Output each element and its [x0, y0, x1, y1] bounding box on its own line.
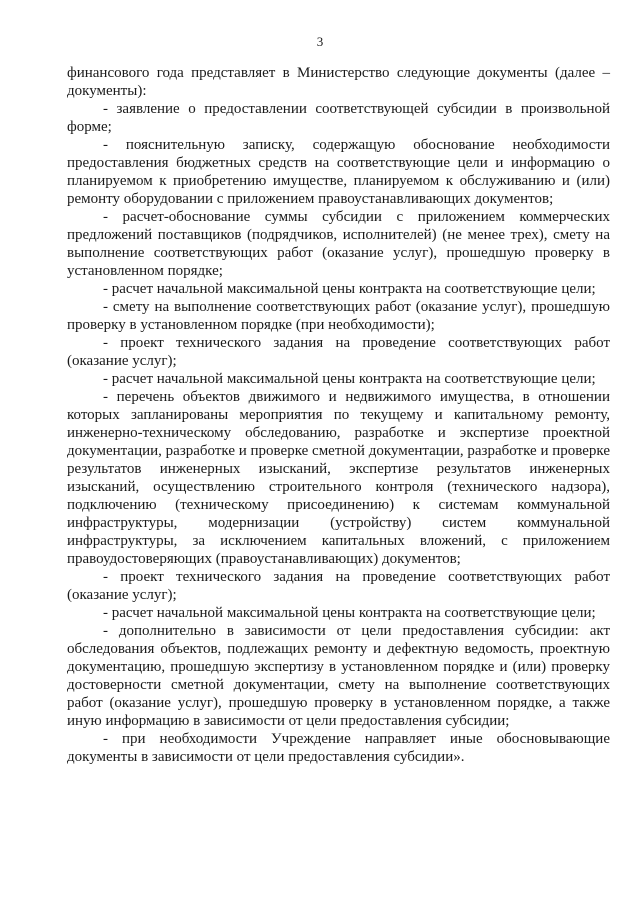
list-item-explanatory-note: - пояснительную записку, содержащую обоснование необходимости предоставления бюджетных средств на соответствующие цели и информацию о планируемом к приобретению имуществе, планируемом к обслуживанию и (или) ремонту оборудовании с приложением правоустанавливающих документов;: [67, 137, 610, 207]
list-item-application: - заявление о предоставлении соответствующей субсидии в произвольной форме;: [67, 101, 610, 135]
list-item-estimate: - смету на выполнение соответствующих работ (оказание услуг), прошедшую проверку в установленном порядке (при необходимости);: [67, 299, 610, 333]
document-body: [67, 64, 610, 766]
list-item-other-documents: - при необходимости Учреждение направляет иные обосновывающие документы в зависимости от цели предоставления субсидии».: [67, 731, 610, 765]
paragraph-intro: финансового года представляет в Министерство следующие документы (далее – документы):: [67, 65, 610, 99]
page-number: 3: [316, 34, 324, 49]
list-item-additional-documents: - дополнительно в зависимости от цели предоставления субсидии: акт обследования объектов, подлежащих ремонту и дефектную ведомость, проектную документацию, прошедшую экспертизу в установленном порядке и (или) проверку достоверности сметной документации, смету на выполнение соответствующих работ (оказание услуг), прошедшую проверку в установленном порядке, а также иную информацию в зависимости от цели предоставления субсидии;: [67, 623, 610, 729]
list-item-calculation-justification: - расчет-обоснование суммы субсидии с приложением коммерческих предложений поставщиков (подрядчиков, исполнителей) (не менее трех), смету на выполнение соответствующих работ (оказание услуг), прошедшую проверку в установленном порядке;: [67, 209, 610, 279]
list-item-max-price-calculation: - расчет начальной максимальной цены контракта на соответствующие цели;: [103, 371, 596, 387]
list-item-technical-task: - проект технического задания на проведение соответствующих работ (оказание услуг);: [67, 335, 610, 369]
list-item-max-price-calculation: - расчет начальной максимальной цены контракта на соответствующие цели;: [103, 281, 596, 297]
list-item-property-list: - перечень объектов движимого и недвижимого имущества, в отношении которых запланированы мероприятия по текущему и капитальному ремонту, инженерно-техническому обследованию, разработке и экспертизе проектной документации, разработке и проверке сметной документации, разработке и проверке результатов инженерных изысканий, экспертизе результатов инженерных изысканий, осуществлению строительного контроля (технического надзора), подключению (техническому присоединению) к системам коммунальной инфраструктуры, модернизации (устройству) систем коммунальной инфраструктуры, за исключением капитальных вложений, с приложением правоудостоверяющих (правоустанавливающих) документов;: [67, 389, 610, 567]
list-item-technical-task: - проект технического задания на проведение соответствующих работ (оказание услуг);: [67, 569, 610, 603]
list-item-max-price-calculation: - расчет начальной максимальной цены контракта на соответствующие цели;: [103, 605, 596, 621]
